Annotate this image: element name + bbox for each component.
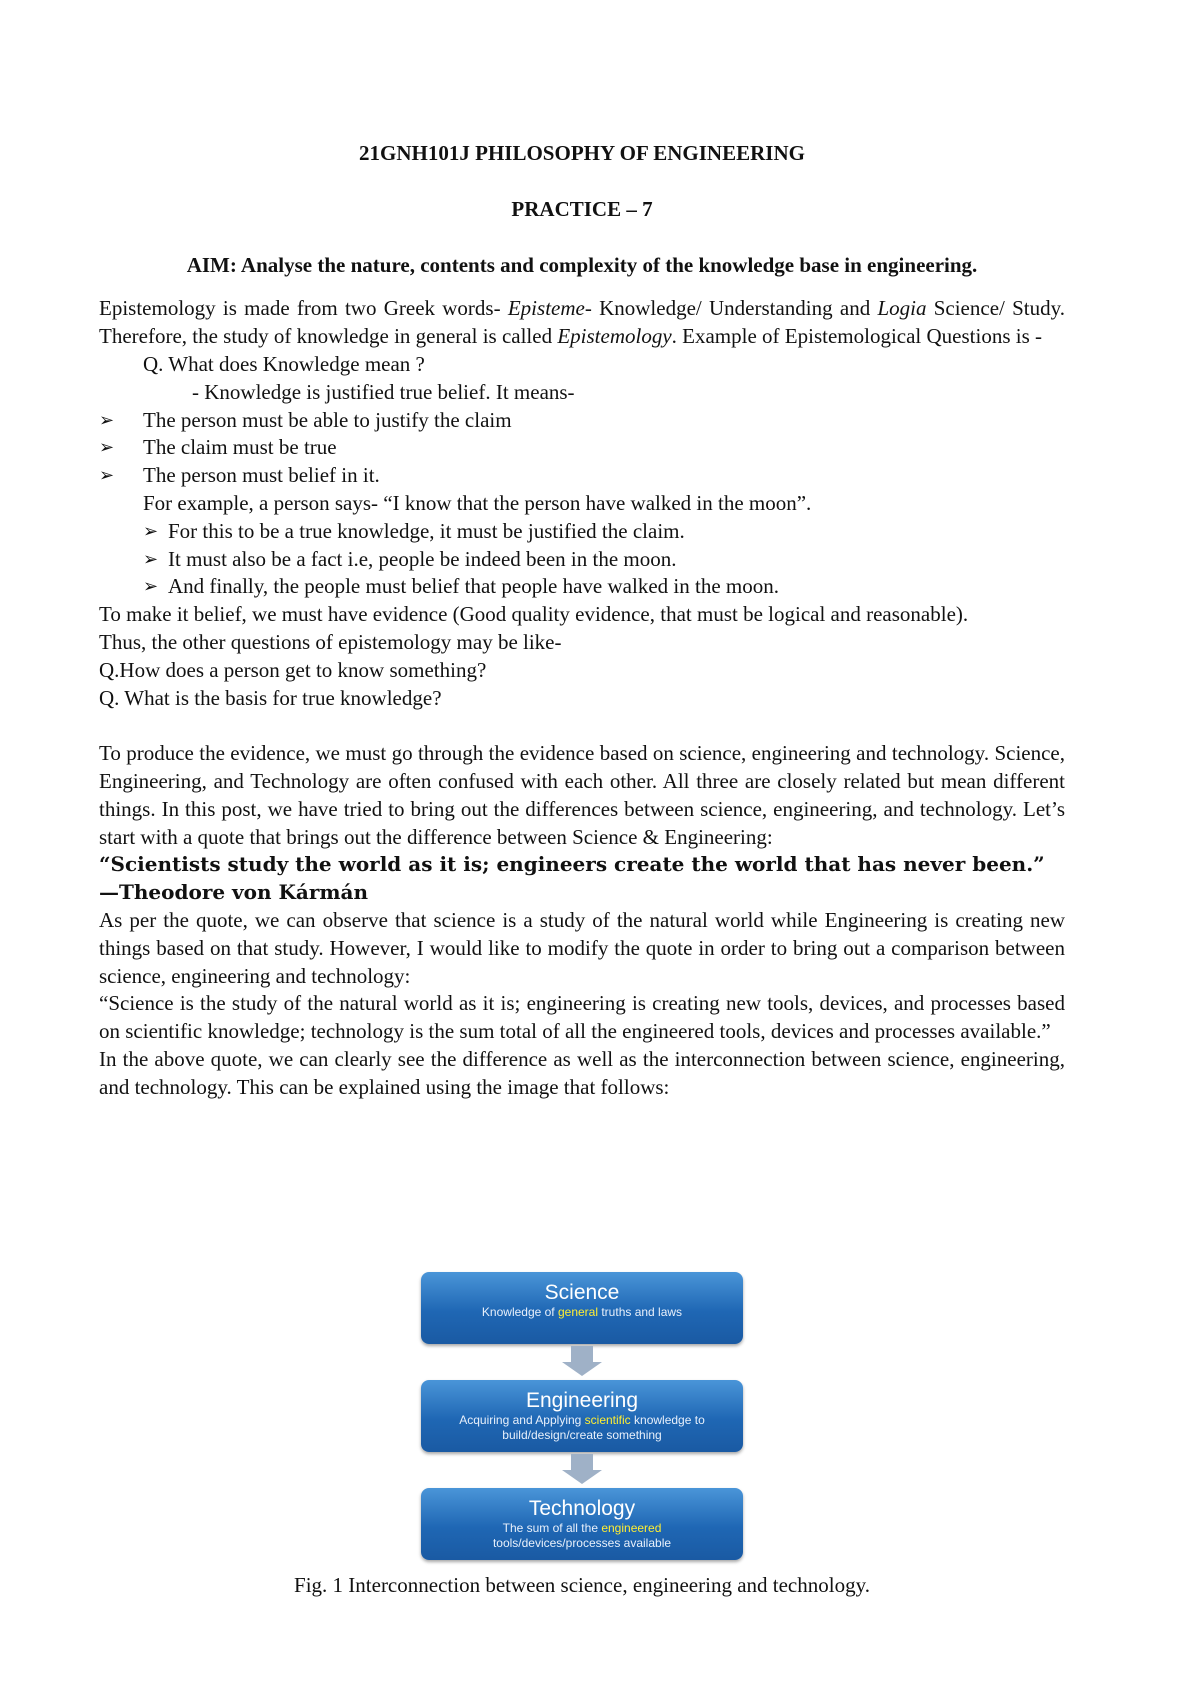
arrow-bullet-icon: ➢ <box>99 409 115 431</box>
karman-quote: “Scientists study the world as it is; engineers create the world that has never been.” <box>99 852 1045 877</box>
technology-title: Technology <box>528 1497 636 1520</box>
course-title: 21GNH101J PHILOSOPHY OF ENGINEERING <box>359 141 805 165</box>
example-sentence: For example, a person says- “I know that the person have walked in the moon”. <box>143 490 812 515</box>
list-item: ➢ The person must be able to justify the claim <box>99 407 1065 435</box>
question-3: Q. What is the basis for true knowledge? <box>99 685 442 710</box>
arrow-bullet-icon: ➢ <box>99 465 115 487</box>
technology-box <box>421 1488 743 1560</box>
section2-paragraph-3: “Science is the study of the natural world as it is; engineering is creating new tools, devices, and processes based on scientific knowledge; technology is the sum total of all the engineered tools, devices and processes available.” <box>99 991 1065 1044</box>
interconnection-figure <box>421 1272 744 1560</box>
document-body <box>99 140 1065 1102</box>
section2-paragraph-4: In the above quote, we can clearly see the difference as well as the interconnection between science, engineering, and technology. This can be explained using the image that follows: <box>99 1046 1065 1099</box>
technology-subtitle: The sum of all the engineered tools/devices/processes available <box>492 1521 672 1550</box>
spacer <box>99 712 1065 740</box>
engineering-subtitle: Acquiring and Applying scientific knowledge to build/design/create something <box>459 1413 705 1442</box>
list-item: ➢ The person must belief in it. <box>99 462 1065 490</box>
question-2: Q.How does a person get to know something? <box>99 657 487 682</box>
list-item: ➢ It must also be a fact i.e, people be indeed been in the moon. <box>99 546 1065 574</box>
science-subtitle: Knowledge of general truths and laws <box>481 1305 683 1319</box>
list-item: ➢ The claim must be true <box>99 434 1065 462</box>
answer-1: - Knowledge is justified true belief. It means- <box>192 379 575 404</box>
section2-paragraph-2: As per the quote, we can observe that science is a study of the natural world while Engineering is creating new things based on that study. However, I would like to modify the quote in order to bring out a comparison between science, engineering and technology: <box>99 907 1065 988</box>
quote-author: —Theodore von Kármán <box>99 880 369 905</box>
science-box <box>421 1272 743 1344</box>
section2-paragraph-1: To produce the evidence, we must go through the evidence based on science, engineering and technology. Science, Engineering, and Technology are often confused with each other. All three are closely related but mean different things. In this post, we have tried to bring out the differences between science, engineering, and technology. Let’s start with a quote that brings out the difference between Science & Engineering: <box>99 741 1065 849</box>
question-1: Q. What does Knowledge mean ? <box>143 351 425 376</box>
practice-number: PRACTICE – 7 <box>511 196 653 221</box>
arrow-bullet-icon: ➢ <box>143 576 159 598</box>
down-arrow-icon <box>421 1452 743 1488</box>
evidence-paragraph: To make it belief, we must have evidence (Good quality evidence, that must be logical and reasonable). <box>99 602 969 627</box>
list-item: ➢ And finally, the people must belief that people have walked in the moon. <box>99 573 1065 601</box>
science-title: Science <box>544 1281 620 1304</box>
thus-line: Thus, the other questions of epistemology may be like- <box>99 629 562 654</box>
arrow-bullet-icon: ➢ <box>99 437 115 459</box>
figure-caption: Fig. 1 Interconnection between science, engineering and technology. <box>294 1573 870 1597</box>
down-arrow-icon <box>421 1344 743 1380</box>
aim-statement: AIM: Analyse the nature, contents and complexity of the knowledge base in engineering. <box>186 252 978 277</box>
engineering-title: Engineering <box>525 1389 639 1412</box>
intro-paragraph: Epistemology is made from two Greek words- Episteme- Knowledge/ Understanding and Logia Science/ Study. Therefore, the study of knowledge in general is called Epistemology. Example of Epistemological Questions is - <box>99 296 1066 349</box>
list-item: ➢ For this to be a true knowledge, it must be justified the claim. <box>99 518 1065 546</box>
engineering-box <box>421 1380 743 1452</box>
arrow-bullet-icon: ➢ <box>143 548 159 570</box>
arrow-bullet-icon: ➢ <box>143 520 159 542</box>
